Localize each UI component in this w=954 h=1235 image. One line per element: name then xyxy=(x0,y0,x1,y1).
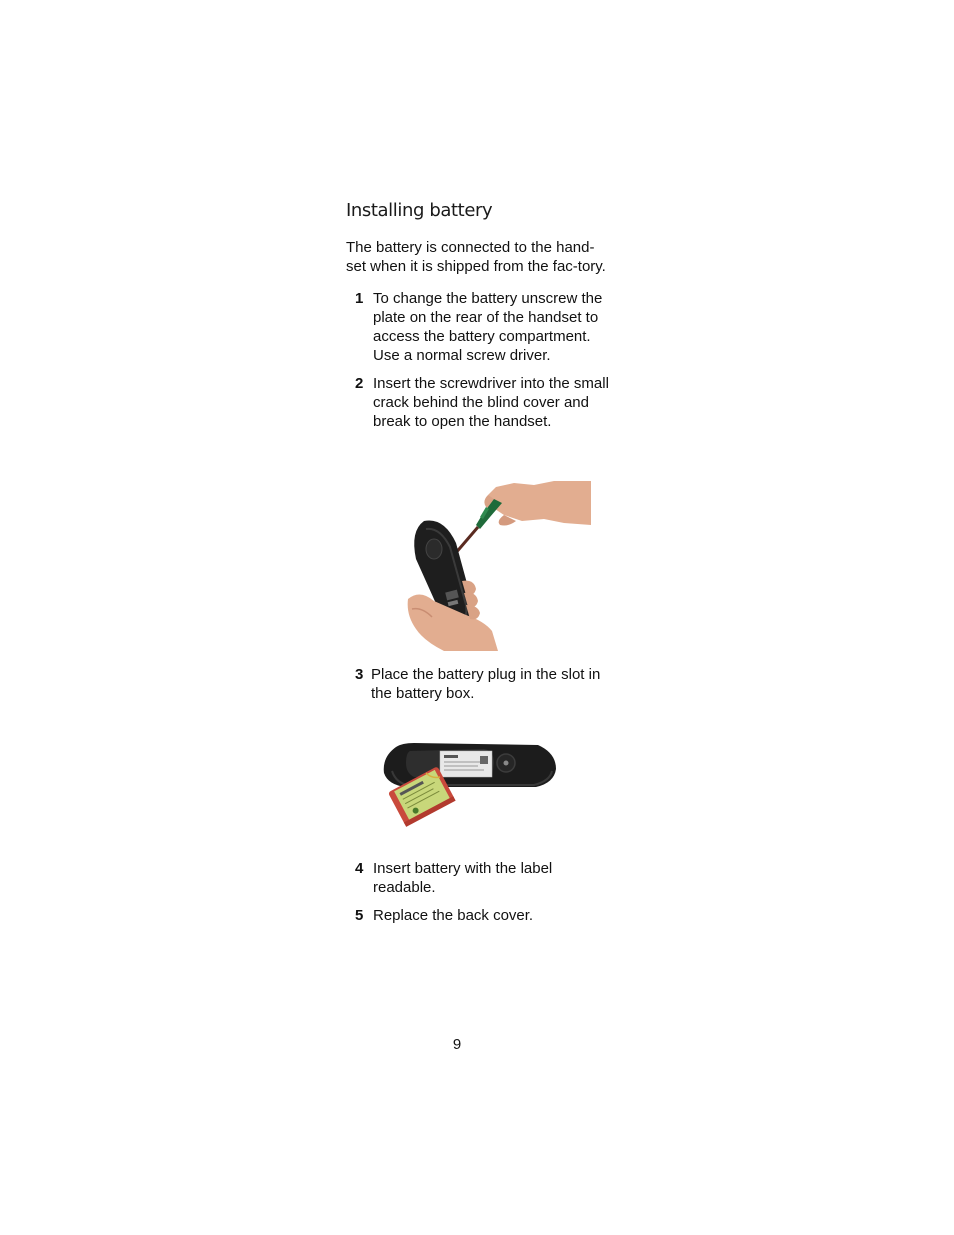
step-text: Insert the screwdriver into the small crack behind the blind cover and break to open the handset. xyxy=(373,375,609,430)
content-column xyxy=(346,198,616,431)
step-text: Replace the back cover. xyxy=(373,907,534,924)
page-number: 9 xyxy=(452,1036,462,1053)
step-item xyxy=(346,906,613,925)
step-text: To change the battery unscrew the plate on the rear of the handset to access the battery compartment. Use a normal screw driver. xyxy=(373,290,603,364)
step-block-3 xyxy=(346,665,616,703)
step-number: 1 xyxy=(355,290,364,307)
step-text: Insert battery with the label readable. xyxy=(373,860,553,896)
section-title: Installing battery xyxy=(346,200,493,221)
step-block-4 xyxy=(346,859,616,897)
step-number: 3 xyxy=(355,666,364,683)
intro-paragraph: The battery is connected to the hand-set when it is shipped from the fac-tory. xyxy=(346,239,606,275)
step-number: 5 xyxy=(355,907,364,924)
step-item xyxy=(346,859,613,897)
step-text: Place the battery plug in the slot in the battery box. xyxy=(371,666,601,702)
step-item xyxy=(346,374,613,431)
screwdriver-opening-photo xyxy=(404,481,591,651)
battery-insertion-photo xyxy=(366,713,562,849)
steps-list-top xyxy=(346,289,616,431)
step-number: 2 xyxy=(355,375,364,392)
step-item xyxy=(346,289,613,365)
step-number: 4 xyxy=(355,860,364,877)
step-block-5 xyxy=(346,906,616,925)
step-item xyxy=(346,665,611,703)
